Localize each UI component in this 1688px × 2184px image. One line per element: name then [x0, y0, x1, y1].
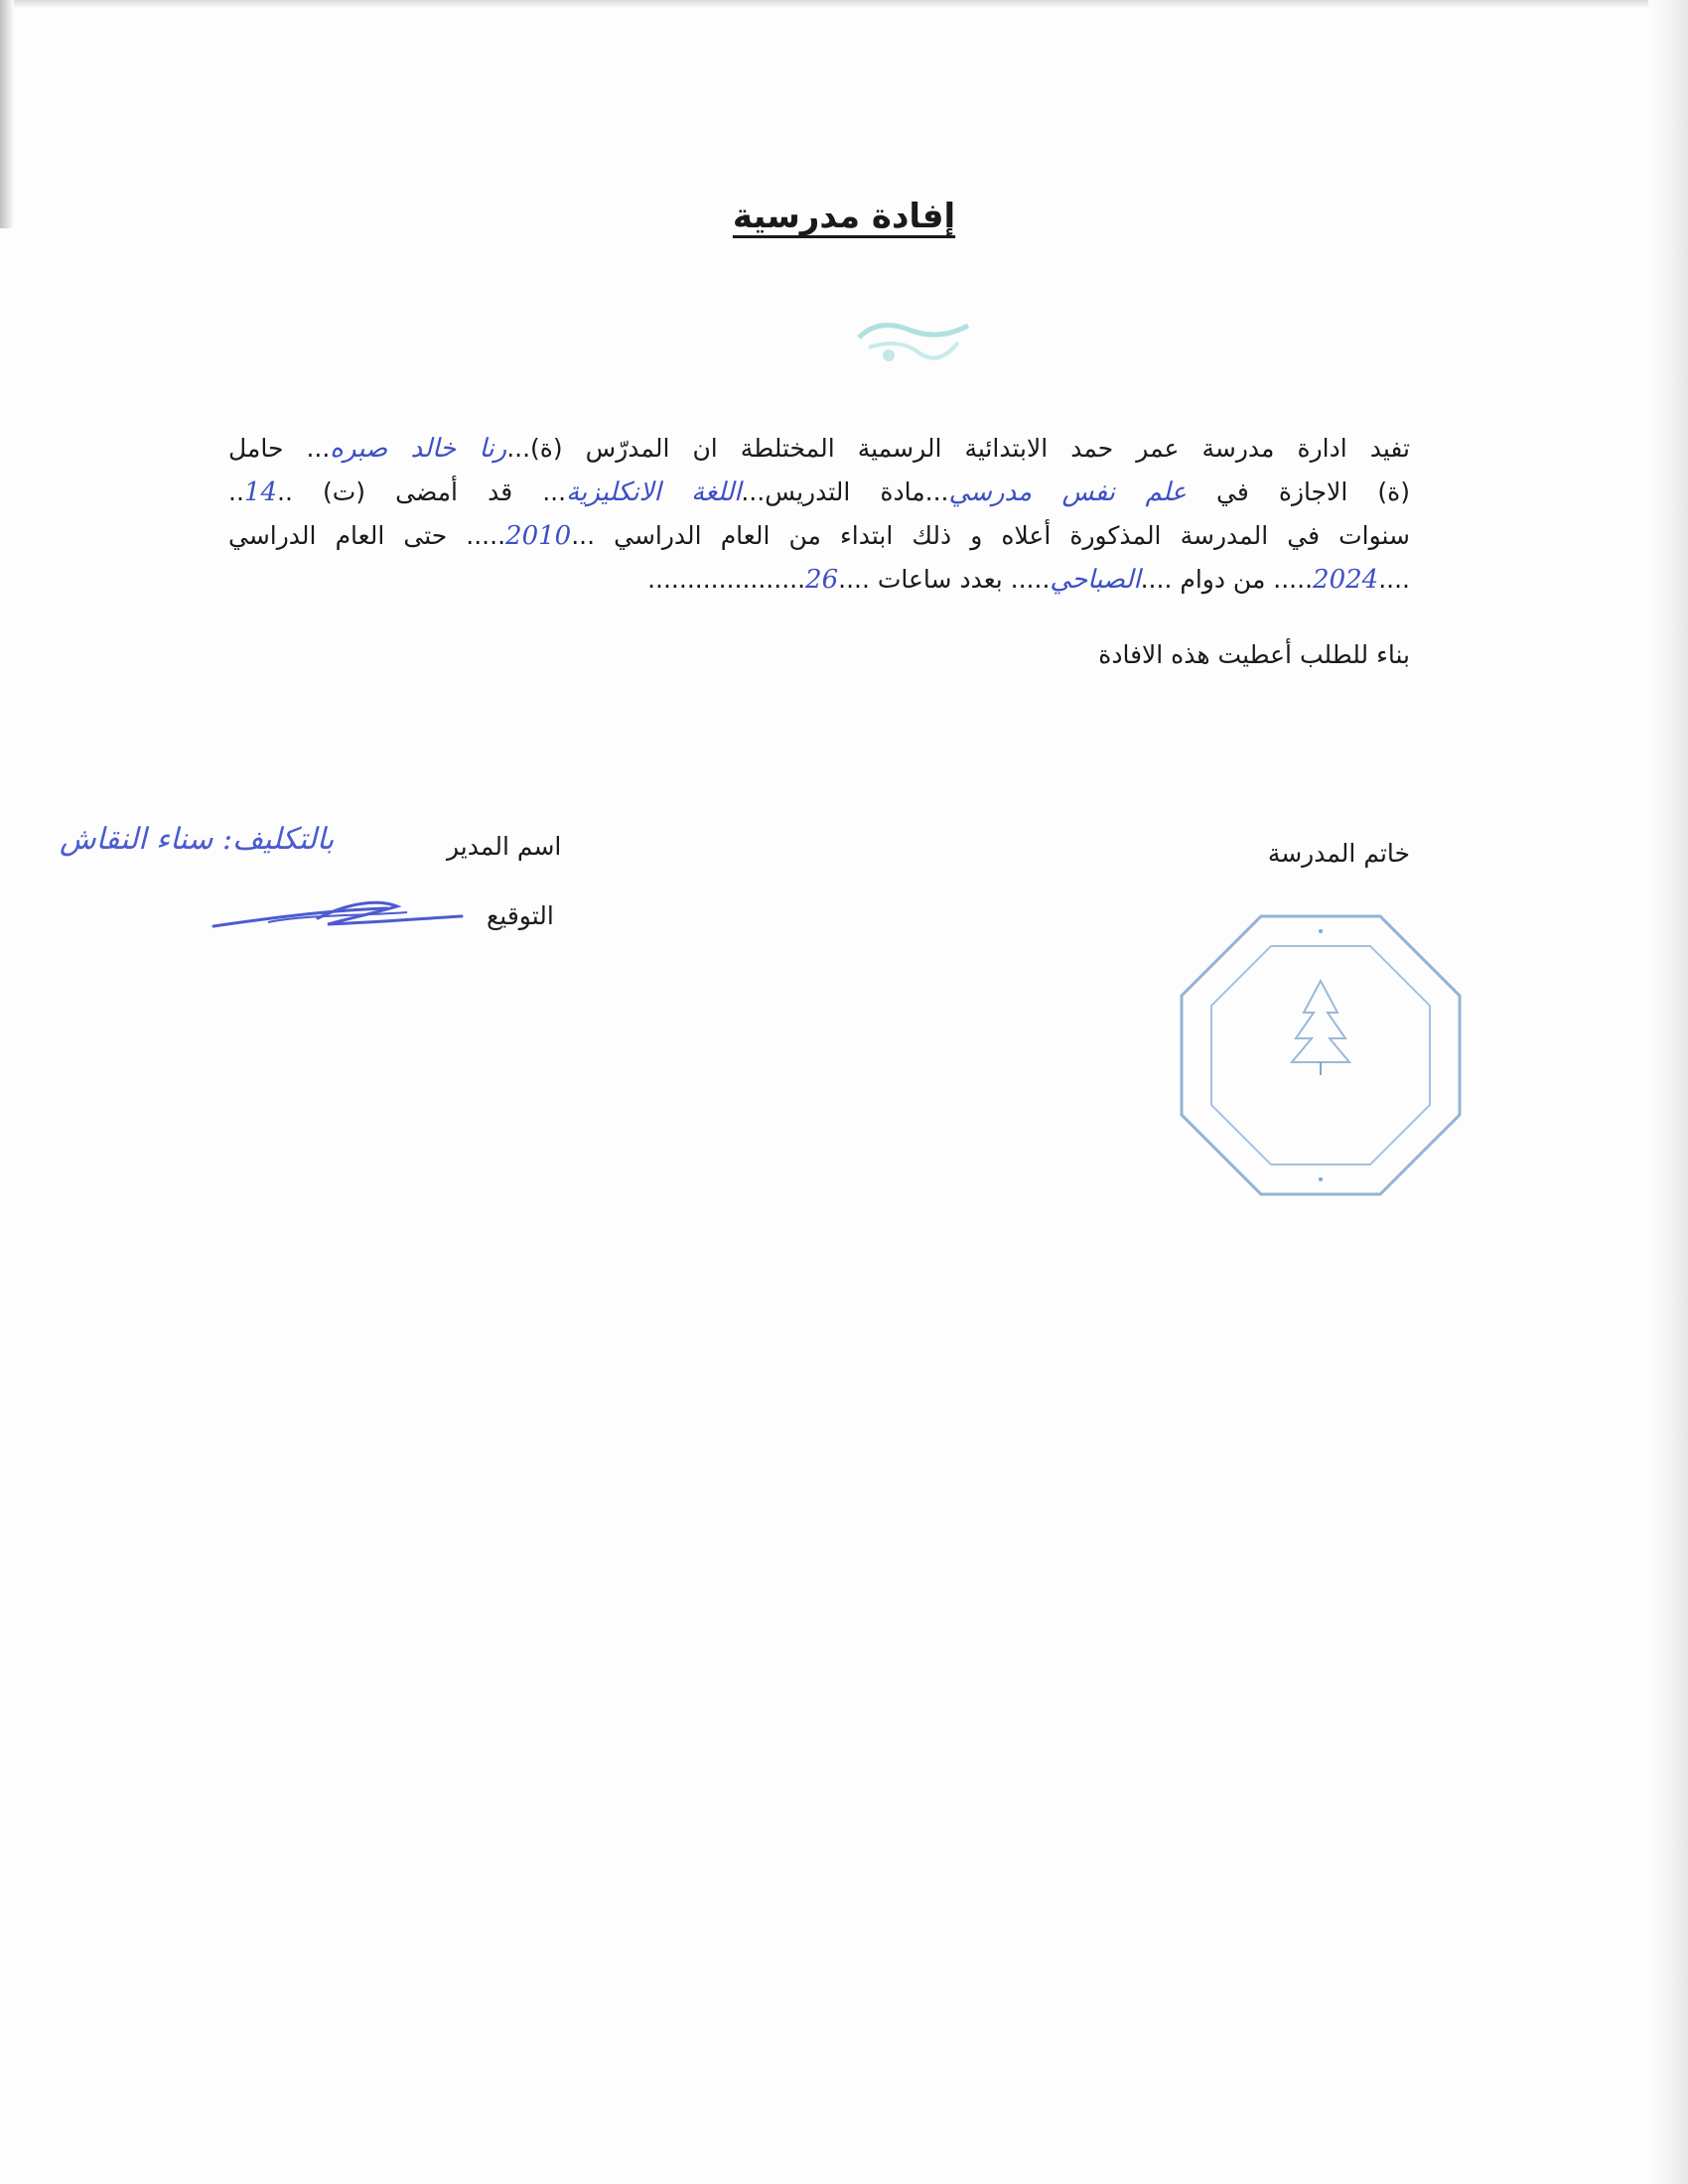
ink-smudge: [849, 308, 978, 367]
body-text-segment: ..: [228, 478, 244, 506]
document-body: [228, 427, 1410, 602]
director-signature: [209, 888, 467, 938]
cedar-icon: [1292, 981, 1349, 1062]
body-text-segment: ..... من دوام ....: [1140, 565, 1314, 594]
degree-handwritten: علم نفس مدرسي: [948, 478, 1187, 507]
body-text-segment: (ة) الاجازة في: [1215, 478, 1411, 506]
body-line-4: [228, 558, 1410, 602]
school-seal-label: خاتم المدرسة: [1267, 839, 1410, 868]
end-year-handwritten: 2024: [1313, 565, 1379, 595]
shift-handwritten: الصباحي: [1050, 565, 1141, 595]
school-stamp: [1177, 911, 1465, 1199]
director-name-label: اسم المدير: [447, 832, 562, 861]
body-text-segment: ...مادة التدريس...: [741, 478, 949, 506]
body-line-1: [228, 427, 1410, 471]
body-text-segment: تفيد ادارة مدرسة عمر حمد الابتدائية الرسمية المختلطة ان المدرّس (ة)...: [506, 434, 1410, 463]
years-handwritten: 14: [243, 478, 277, 507]
subject-handwritten: اللغة الانكليزية: [566, 478, 742, 507]
body-text-segment: سنوات في المدرسة المذكورة أعلاه و ذلك ابتداء من العام الدراسي ...: [571, 521, 1410, 550]
teacher-name-handwritten: رنا خالد صبره: [330, 434, 507, 464]
document-title: إفادة مدرسية: [732, 197, 956, 236]
start-year-handwritten: 2010: [505, 521, 572, 551]
signature-label: التوقيع: [487, 901, 554, 930]
director-name-handwritten: بالتكليف: سناء النقاش: [60, 822, 335, 857]
hours-handwritten: 26: [805, 565, 839, 595]
body-line-2: [228, 471, 1410, 514]
body-text-segment: ... حامل: [228, 434, 331, 463]
body-text-segment: ....: [1378, 565, 1410, 594]
scan-shadow-right: [1648, 0, 1688, 2184]
body-line-3: [228, 514, 1410, 558]
closing-statement: بناء للطلب أعطيت هذه الافادة: [1098, 640, 1410, 669]
body-text-segment: ... قد أمضى (ت) ..: [277, 478, 567, 506]
body-text-segment: ..... حتى العام الدراسي: [228, 521, 506, 550]
scan-shadow-top: [0, 0, 1688, 8]
body-text-segment: ....................: [647, 565, 806, 594]
body-text-segment: ..... بعدد ساعات ....: [838, 565, 1051, 594]
scan-shadow-left: [0, 0, 14, 228]
